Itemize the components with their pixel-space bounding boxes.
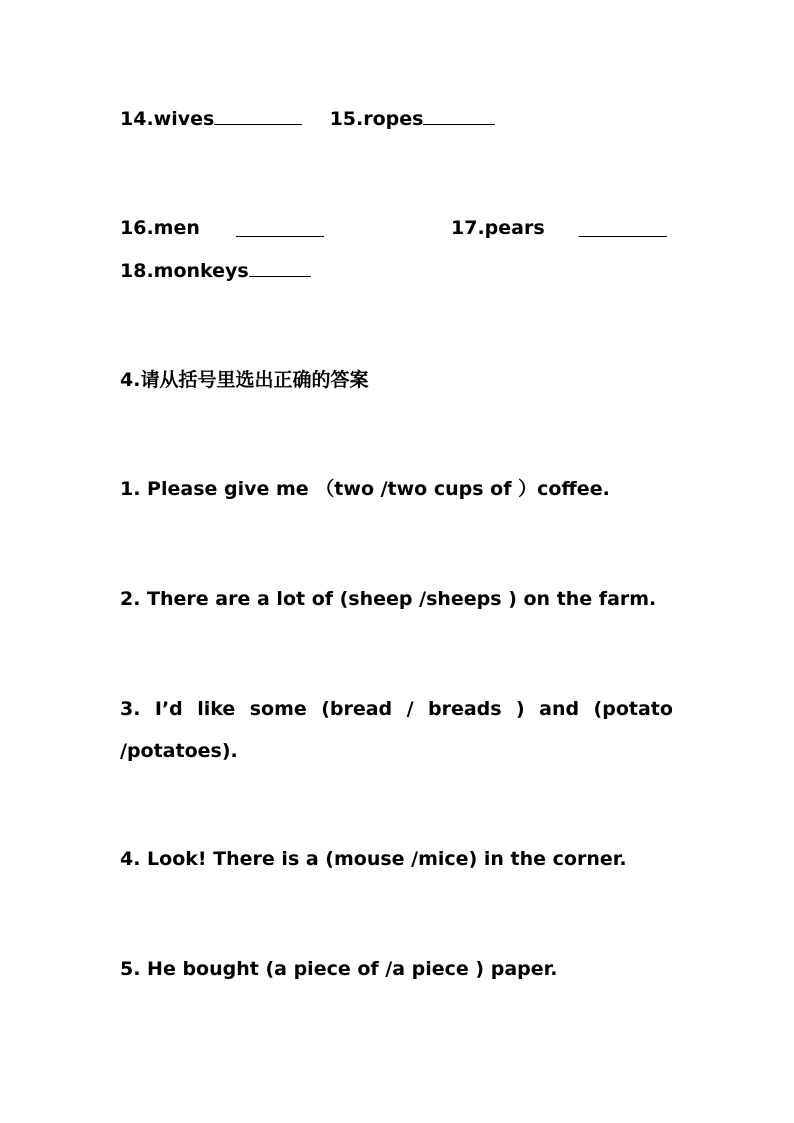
question-5: 5. He bought (a piece of /a piece ) paper. [120, 958, 558, 980]
item-18-label: 18.monkeys [120, 260, 249, 282]
item-16-blank[interactable] [236, 218, 324, 237]
exercise-row-14-15 [120, 106, 495, 131]
question-3-line-1 [120, 697, 673, 721]
q3-word: like [197, 698, 236, 720]
question-1: 1. Please give me （two /two cups of ）coffee. [120, 478, 610, 500]
item-17-label: 17.pears [451, 217, 545, 239]
q3-word: (bread [321, 698, 393, 720]
question-3-line-2: /potatoes). [120, 740, 238, 762]
q3-word: 3. [120, 698, 141, 720]
q3-word: and [539, 698, 580, 720]
item-15-blank[interactable] [423, 106, 495, 125]
item-18-blank[interactable] [249, 258, 311, 277]
exercise-row-18 [120, 258, 311, 283]
item-15-label: 15.ropes [329, 108, 424, 130]
question-2: 2. There are a lot of (sheep /sheeps ) on the farm. [120, 588, 657, 610]
item-16-label: 16.men [120, 217, 200, 239]
item-17-blank[interactable] [579, 218, 667, 237]
q3-word: breads [427, 698, 502, 720]
item-17 [451, 216, 545, 240]
question-4: 4. Look! There is a (mouse /mice) in the corner. [120, 848, 627, 870]
q3-word: ) [516, 698, 525, 720]
item-14-blank[interactable] [214, 106, 302, 125]
q3-word: some [249, 698, 307, 720]
q3-word: / [406, 698, 414, 720]
exercise-row-16-17 [120, 216, 200, 240]
q3-word: I’d [154, 698, 183, 720]
section-4-heading: 4.请从括号里选出正确的答案 [120, 369, 369, 391]
item-14-label: 14.wives [120, 108, 215, 130]
q3-word: (potato [593, 698, 673, 720]
